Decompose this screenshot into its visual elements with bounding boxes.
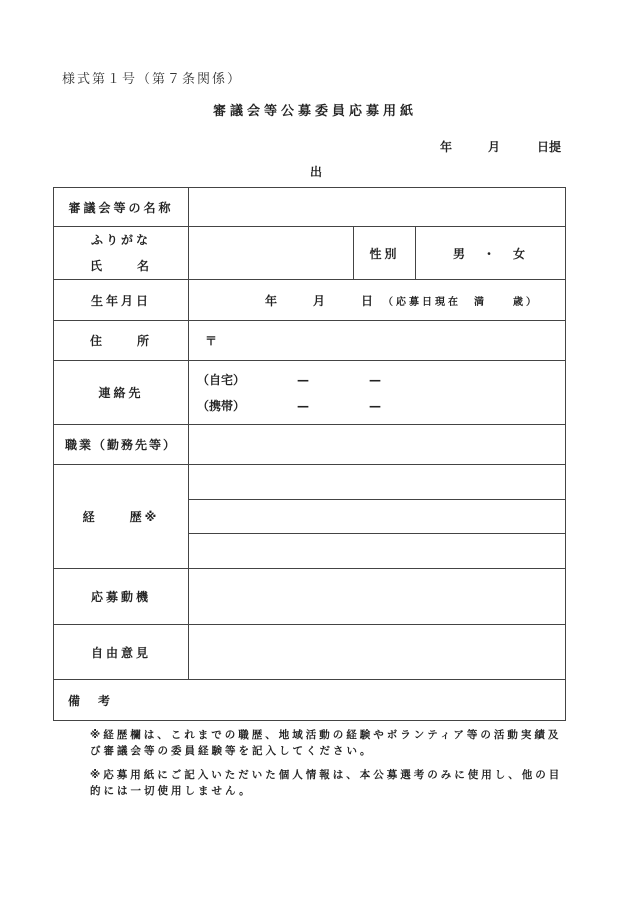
date-day-label: 日提 bbox=[537, 140, 562, 154]
contact-field[interactable] bbox=[189, 361, 566, 425]
name-label-1: 氏 bbox=[89, 259, 105, 273]
date-year-label: 年 bbox=[440, 140, 453, 154]
mobile-phone-line bbox=[197, 393, 565, 419]
address-field[interactable] bbox=[189, 321, 566, 361]
opinion-label: 自由意見 bbox=[54, 625, 189, 680]
form-title: 審議会等公募委員応募用紙 bbox=[212, 104, 417, 119]
occupation-field[interactable] bbox=[189, 425, 566, 465]
row-remarks bbox=[54, 680, 566, 721]
opinion-field[interactable] bbox=[189, 625, 566, 680]
name-label bbox=[54, 253, 188, 279]
furigana-label: ふりがな bbox=[90, 233, 151, 247]
council-name-field[interactable] bbox=[189, 188, 566, 227]
row-opinion bbox=[54, 625, 566, 680]
gender-label: 性別 bbox=[354, 227, 416, 280]
mobile-dash-1: — bbox=[297, 398, 310, 413]
note-privacy: ※応募用紙にご記入いただいた個人情報は、本公募選考のみに使用し、他の目的には一切使用しません。 bbox=[90, 769, 563, 797]
remarks-field[interactable] bbox=[54, 680, 566, 721]
birth-month-label: 月 bbox=[313, 293, 326, 308]
name-label-2: 名 bbox=[137, 259, 153, 273]
birth-day-label: 日 bbox=[361, 293, 374, 308]
home-dash-2: — bbox=[369, 372, 382, 387]
career-label bbox=[54, 465, 189, 569]
row-name bbox=[54, 227, 566, 280]
row-contact bbox=[54, 361, 566, 425]
birth-age-note: （応募日現在 満 歳） bbox=[383, 296, 540, 308]
career-field-2[interactable] bbox=[189, 500, 566, 534]
row-address bbox=[54, 321, 566, 361]
row-occupation bbox=[54, 425, 566, 465]
home-phone-label: （自宅） bbox=[197, 372, 246, 387]
motive-field[interactable] bbox=[189, 569, 566, 625]
mobile-dash-2: — bbox=[369, 398, 382, 413]
remarks-label: 備 考 bbox=[68, 693, 114, 708]
council-name-label: 審議会等の名称 bbox=[54, 188, 189, 227]
career-field-3[interactable] bbox=[189, 534, 566, 569]
row-birthdate bbox=[54, 280, 566, 321]
career-label-2: 歴※ bbox=[129, 510, 160, 524]
occupation-label: 職業（勤務先等） bbox=[54, 425, 189, 465]
postal-mark: 〒 bbox=[205, 334, 218, 348]
date-submit-label: 出 bbox=[310, 165, 323, 179]
career-field-1[interactable] bbox=[189, 465, 566, 500]
gender-options[interactable]: 男 ・ 女 bbox=[416, 227, 566, 280]
name-field[interactable] bbox=[189, 227, 354, 280]
form-number: 様式第１号（第７条関係） bbox=[62, 72, 243, 87]
home-dash-1: — bbox=[297, 372, 310, 387]
career-label-1: 経 bbox=[82, 510, 98, 524]
birthdate-label: 生年月日 bbox=[54, 280, 189, 321]
address-label-2: 所 bbox=[137, 334, 153, 348]
row-council-name bbox=[54, 188, 566, 227]
birthdate-field[interactable] bbox=[189, 280, 566, 321]
mobile-phone-label: （携帯） bbox=[197, 398, 246, 413]
address-label bbox=[54, 321, 189, 361]
name-label-cell bbox=[54, 227, 189, 280]
row-motive bbox=[54, 569, 566, 625]
address-label-1: 住 bbox=[89, 334, 105, 348]
date-month-label: 月 bbox=[488, 140, 501, 154]
birth-year-label: 年 bbox=[265, 293, 278, 308]
row-career-1 bbox=[54, 465, 566, 500]
motive-label: 応募動機 bbox=[54, 569, 189, 625]
note-career: ※経歴欄は、これまでの職歴、地域活動の経験やボランティア等の活動実績及び審議会等の委員経験等を記入してください。 bbox=[90, 729, 562, 757]
contact-label: 連絡先 bbox=[54, 361, 189, 425]
application-form-table bbox=[53, 187, 566, 721]
home-phone-line bbox=[197, 367, 565, 393]
